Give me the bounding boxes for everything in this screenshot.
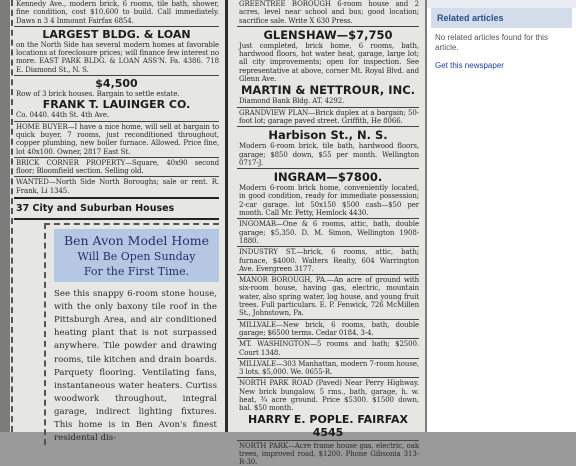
rule [237,26,419,27]
rule [237,126,419,127]
get-newspaper-link[interactable]: Get this newspaper [435,61,504,70]
listing-glenshaw: Just completed, brick home, 6 rooms, bath, hardwood floors, hot water heat, garage, large lot; all city improvements; open for inspection. See representative at above, corner Mt. Royal Blvd. and Glenn Ave. [239,41,419,84]
rule [14,75,219,76]
related-articles-message: No related articles found for this article. [435,33,548,52]
rule [237,319,419,320]
heading-4500: $4,500 [95,77,138,91]
section-heading: 37 City and Suburban Houses [16,203,175,215]
listing-north-park-road: NORTH PARK ROAD (Paved) Near Perry Highway. New brick bungalow, 5 rms., bath, garage, h. w. heat, ¾ acre ground. Price $5300. $1500 down, bal. $50 month. [239,379,419,413]
rule [237,107,419,108]
listing-harbison: Modern 6-room brick, tile bath, hardwood floors, garage; $850 down, $55 per month. Wellington 0717-J. [239,142,419,167]
listing-wanted: WANTED—North Side North Boroughs; sale or rent. R. Frank, Li 1345. [16,178,219,195]
listing-kennedy: Kennedy Ave., modern brick, 6 rooms, tile bath, shower, fine condition, cost $10,600 to build. Call immediately. Daws n 3 4 Inmount Fairfax 6854. [16,0,219,25]
rule [14,26,219,27]
listing-north-park-acre: NORTH PARK—Acre frame house gas, electric, oak trees, improved road, $1200. Phone Gibsonia 313-R-30. [239,441,419,466]
rule [237,440,419,441]
listing-grandview: GRANDVIEW PLAN—Brick duplex at a bargain; 50-foot lot; garage paved street. Griffith, He 8066. [239,108,419,125]
listing-manor: MANOR BOROUGH, PA.—An acre of ground with six-room house, having gas, electric, mountain water, also spring water, log house, and young fruit trees. Full particulars. E. P. Fenwick, 726 McMillen St., Johnstown, Pa. [239,276,419,318]
heading-glenshaw: GLENSHAW—$7,750 [263,27,393,42]
ad-subtitle-2: For the First Time. [83,265,190,279]
rule [237,338,419,339]
rule [14,218,219,220]
left-column [10,0,223,444]
rule [14,176,219,177]
listing-diamond-bank: Diamond Bank Bldg. AT. 4292. [239,97,345,106]
rule [237,274,419,275]
heading-martin-nettrour: MARTIN & NETTROUR, INC. [240,83,416,98]
listing-millvale-new: MILLVALE—New brick, 6 rooms, bath, double garage; $6500 terms. Cedar 0184, 3-4. [239,320,419,337]
ad-title: Ben Avon Model Home [63,233,210,249]
related-articles-heading: Related articles [431,8,572,28]
related-articles-panel [427,0,576,432]
rule [237,358,419,359]
listing-greentree: GREENTREE BOROUGH 6-room house and 2 acres, level near school and bus; good location; sacrifice sale. Write X 630 Press. [239,0,419,25]
rule [14,157,219,158]
listing-millvale-manhattan: MILLVALE—303 Manhattan, modern 7-room house, 3 lots. $5,000. We. 0655-R. [239,359,419,377]
listing-industry: INDUSTRY ST.—brick, 6 rooms, attic, bath; furnace, $4000. Walters Realty, 604 Warrington Ave. Evergreen 3177. [239,248,419,273]
rule [237,218,419,219]
listing-brick-corner: BRICK CORNER PROPERTY—Square, 40x90 second floor; Bloomfield section. Selling old. [16,158,219,176]
heading-pople: HARRY E. POPLE. FAIRFAX 4545 [248,412,408,439]
column-divider [225,0,228,432]
rule [237,377,419,378]
panel-top-bar [427,0,576,8]
heading-harbison: Harbison St., N. S. [268,128,388,143]
listing-ingomar: INGOMAR—One & 6 rooms, attic, bath, double garage; $5,350. D. M. Simon, Wellington 1908-1880. [239,220,419,245]
listing-home-buyer: HOME BUYER—I have a nice home, will sell at bargain to quick buyer, 7 rooms, just reconditioned throughout, copper plumbing, new boiler furnace. Allowed. Price fine, lot 40x100. Owner, 2817 East St. [16,122,219,156]
rule [14,197,219,199]
rule [237,246,419,247]
rule [237,168,419,169]
newspaper-scan [10,0,425,466]
listing-east-park-loan: on the North Side has several modern homes at favorable locations at foreclosure prices; will finance few interest no more. EAST PARK BLDG. & LOAN ASS'N. Fa. 4386. 718 E. Diamond St., N. S. [16,40,219,74]
heading-lauinger: FRANK T. LAUINGER CO. [42,98,191,112]
listing-lauinger-address: Co. 0440. 44th St. 4th Ave. [16,111,110,120]
listing-row-houses: Row of 3 brick houses. Bargain to settle estate. [16,90,180,99]
ben-avon-ad [44,223,219,445]
heading-ingram: INGRAM—$7800. [273,170,383,185]
heading-largest-bldg-loan: LARGEST BLDG. & LOAN [42,27,191,41]
ad-subtitle-1: Will Be Open Sunday [77,250,196,264]
search-highlight [54,229,219,282]
right-column [233,0,423,466]
listing-mt-washington: MT. WASHINGTON—5 rooms and bath; $2500. Court 1348. [239,340,419,357]
listing-ingram: Modern 6-room brick home, conveniently located, in good condition, ready for immediate possession; 2-car garage. lot 50x150 $500 cash—$50 per month. Call Mr. Petty, Hemlock 4430. [239,184,419,218]
rule [14,121,219,122]
ad-body: See this snappy 6-room stone house, with the only baxony tile roof in the Pittsburgh Area, and air conditioned heating plant that is not surpassed anywhere. Tile powder and drawing rooms, tile kitchen and drain boards. Parquety flooring. Ventilating fans, instantaneous water heaters. Curtiss woodwork throughout, integral garage, indirect lighting fixtures. This home is in Ben Avon's finest residental dis- [54,289,217,444]
